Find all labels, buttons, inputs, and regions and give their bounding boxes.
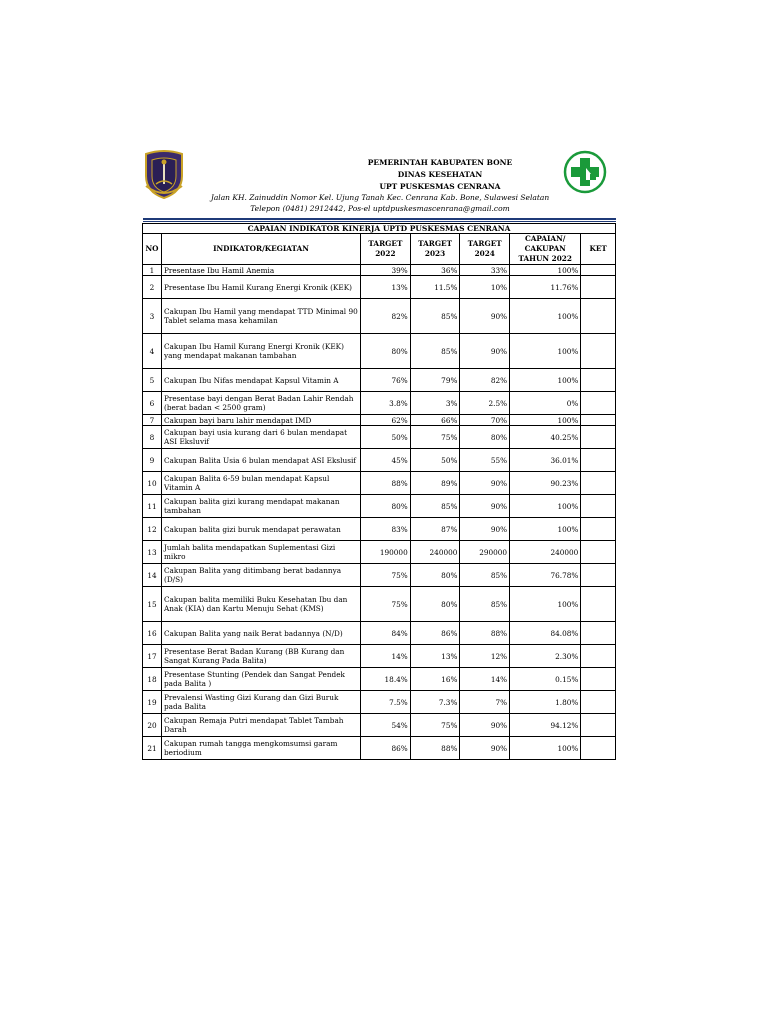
row-number: 19 <box>143 691 162 714</box>
table-row <box>143 276 616 299</box>
table-row <box>143 426 616 449</box>
row-target-2024: 290000 <box>460 541 510 564</box>
row-number: 8 <box>143 426 162 449</box>
row-target-2022: 62% <box>361 415 411 426</box>
row-target-2022: 86% <box>361 737 411 760</box>
row-target-2023: 3% <box>410 392 460 415</box>
row-target-2024: 88% <box>460 622 510 645</box>
table-row <box>143 369 616 392</box>
row-target-2022: 50% <box>361 426 411 449</box>
row-number: 9 <box>143 449 162 472</box>
row-target-2023: 89% <box>410 472 460 495</box>
row-target-2023: 79% <box>410 369 460 392</box>
row-ket <box>581 415 616 426</box>
gov-name: PEMERINTAH KABUPATEN BONE <box>367 158 513 167</box>
row-indicator: Cakupan Ibu Hamil yang mendapat TTD Minimal 90 Tablet selama masa kehamilan <box>161 299 360 334</box>
row-indicator: Presentase Ibu Hamil Anemia <box>161 265 360 276</box>
row-indicator: Presentase Ibu Hamil Kurang Energi Kronik (KEK) <box>161 276 360 299</box>
row-target-2024: 85% <box>460 587 510 622</box>
row-target-2022: 13% <box>361 276 411 299</box>
row-capaian: 90.23% <box>510 472 581 495</box>
row-indicator: Cakupan balita memiliki Buku Kesehatan Ibu dan Anak (KIA) dan Kartu Menuju Sehat (KMS) <box>161 587 360 622</box>
row-ket <box>581 299 616 334</box>
row-target-2023: 88% <box>410 737 460 760</box>
row-target-2022: 7.5% <box>361 691 411 714</box>
table-row <box>143 472 616 495</box>
row-number: 4 <box>143 334 162 369</box>
row-ket <box>581 564 616 587</box>
col-header-indikator: INDIKATOR/KEGIATAN <box>161 234 360 265</box>
table-row <box>143 622 616 645</box>
row-ket <box>581 668 616 691</box>
row-target-2024: 90% <box>460 472 510 495</box>
col-header-no: NO <box>143 234 162 265</box>
row-capaian: 11.76% <box>510 276 581 299</box>
row-target-2023: 80% <box>410 564 460 587</box>
row-indicator: Cakupan Ibu Hamil Kurang Energi Kronik (KEK) yang mendapat makanan tambahan <box>161 334 360 369</box>
row-number: 20 <box>143 714 162 737</box>
row-indicator: Presentase Berat Badan Kurang (BB Kurang dan Sangat Kurang Pada Balita) <box>161 645 360 668</box>
row-ket <box>581 518 616 541</box>
row-ket <box>581 449 616 472</box>
row-target-2022: 88% <box>361 472 411 495</box>
row-target-2024: 12% <box>460 645 510 668</box>
table-body <box>143 265 616 760</box>
department-name: DINAS KESEHATAN <box>397 170 483 179</box>
header-rule-thick <box>143 218 616 220</box>
row-target-2024: 55% <box>460 449 510 472</box>
row-number: 6 <box>143 392 162 415</box>
table-row <box>143 587 616 622</box>
row-target-2022: 76% <box>361 369 411 392</box>
row-ket <box>581 691 616 714</box>
row-number: 11 <box>143 495 162 518</box>
col-header-target-2022: TARGET 2022 <box>361 234 411 265</box>
row-target-2024: 90% <box>460 518 510 541</box>
row-ket <box>581 737 616 760</box>
table-row <box>143 495 616 518</box>
row-indicator: Cakupan Remaja Putri mendapat Tablet Tambah Darah <box>161 714 360 737</box>
row-target-2023: 75% <box>410 714 460 737</box>
row-indicator: Cakupan rumah tangga mengkomsumsi garam beriodium <box>161 737 360 760</box>
row-indicator: Jumlah balita mendapatkan Suplementasi Gizi mikro <box>161 541 360 564</box>
row-number: 21 <box>143 737 162 760</box>
row-target-2023: 85% <box>410 299 460 334</box>
table-row <box>143 668 616 691</box>
row-ket <box>581 265 616 276</box>
row-target-2024: 85% <box>460 564 510 587</box>
row-ket <box>581 472 616 495</box>
row-indicator: Cakupan bayi usia kurang dari 6 bulan mendapat ASI Eksluvif <box>161 426 360 449</box>
row-indicator: Cakupan Balita 6-59 bulan mendapat Kapsul Vitamin A <box>161 472 360 495</box>
table-title: CAPAIAN INDIKATOR KINERJA UPTD PUSKESMAS CENRANA <box>143 224 616 234</box>
performance-table <box>142 223 616 760</box>
row-ket <box>581 495 616 518</box>
table-row <box>143 518 616 541</box>
row-indicator: Cakupan bayi baru lahir mendapat IMD <box>161 415 360 426</box>
contact: Telepon (0481) 2912442, Pos-el uptdpuskesmascenrana@gmail.com <box>250 204 510 213</box>
row-target-2023: 85% <box>410 495 460 518</box>
col-header-ket: KET <box>581 234 616 265</box>
row-number: 5 <box>143 369 162 392</box>
table-row <box>143 541 616 564</box>
row-ket <box>581 541 616 564</box>
row-target-2022: 84% <box>361 622 411 645</box>
row-target-2024: 10% <box>460 276 510 299</box>
row-capaian: 2.30% <box>510 645 581 668</box>
row-capaian: 100% <box>510 587 581 622</box>
row-indicator: Cakupan Balita yang ditimbang berat badannya (D/S) <box>161 564 360 587</box>
row-target-2023: 13% <box>410 645 460 668</box>
row-number: 15 <box>143 587 162 622</box>
row-number: 17 <box>143 645 162 668</box>
header-rule-thin <box>143 221 616 222</box>
row-target-2022: 18.4% <box>361 668 411 691</box>
row-target-2024: 90% <box>460 737 510 760</box>
table-row <box>143 392 616 415</box>
row-number: 18 <box>143 668 162 691</box>
row-number: 16 <box>143 622 162 645</box>
row-number: 3 <box>143 299 162 334</box>
row-ket <box>581 369 616 392</box>
row-target-2024: 33% <box>460 265 510 276</box>
row-target-2024: 90% <box>460 299 510 334</box>
row-target-2022: 83% <box>361 518 411 541</box>
row-capaian: 100% <box>510 495 581 518</box>
table-row <box>143 645 616 668</box>
row-target-2024: 2.5% <box>460 392 510 415</box>
row-target-2024: 80% <box>460 426 510 449</box>
row-capaian: 76.78% <box>510 564 581 587</box>
row-indicator: Cakupan Ibu Nifas mendapat Kapsul Vitamin A <box>161 369 360 392</box>
table-row <box>143 415 616 426</box>
row-indicator: Prevalensi Wasting Gizi Kurang dan Gizi Buruk pada Balita <box>161 691 360 714</box>
table-row <box>143 714 616 737</box>
table-title-row <box>143 224 616 234</box>
row-target-2023: 80% <box>410 587 460 622</box>
row-target-2024: 70% <box>460 415 510 426</box>
row-target-2022: 75% <box>361 564 411 587</box>
row-target-2023: 87% <box>410 518 460 541</box>
row-capaian: 0% <box>510 392 581 415</box>
row-capaian: 1.80% <box>510 691 581 714</box>
row-number: 10 <box>143 472 162 495</box>
row-capaian: 84.08% <box>510 622 581 645</box>
row-ket <box>581 334 616 369</box>
row-ket <box>581 622 616 645</box>
row-target-2022: 75% <box>361 587 411 622</box>
row-ket <box>581 276 616 299</box>
row-capaian: 240000 <box>510 541 581 564</box>
row-ket <box>581 587 616 622</box>
table-header-row <box>143 234 616 265</box>
table-row <box>143 564 616 587</box>
letterhead <box>140 150 620 220</box>
row-number: 14 <box>143 564 162 587</box>
row-capaian: 100% <box>510 265 581 276</box>
row-indicator: Presentase bayi dengan Berat Badan Lahir Rendah (berat badan < 2500 gram) <box>161 392 360 415</box>
row-target-2024: 14% <box>460 668 510 691</box>
col-header-target-2023: TARGET 2023 <box>410 234 460 265</box>
row-ket <box>581 645 616 668</box>
row-target-2022: 45% <box>361 449 411 472</box>
row-number: 2 <box>143 276 162 299</box>
row-capaian: 100% <box>510 334 581 369</box>
row-capaian: 40.25% <box>510 426 581 449</box>
row-indicator: Cakupan balita gizi kurang mendapat makanan tambahan <box>161 495 360 518</box>
row-target-2023: 11.5% <box>410 276 460 299</box>
row-target-2022: 82% <box>361 299 411 334</box>
row-indicator: Cakupan balita gizi buruk mendapat perawatan <box>161 518 360 541</box>
row-target-2023: 36% <box>410 265 460 276</box>
row-target-2024: 90% <box>460 334 510 369</box>
table-row <box>143 265 616 276</box>
row-capaian: 0.15% <box>510 668 581 691</box>
col-header-capaian: CAPAIAN/ CAKUPAN TAHUN 2022 <box>510 234 581 265</box>
row-capaian: 100% <box>510 518 581 541</box>
row-number: 12 <box>143 518 162 541</box>
row-capaian: 36.01% <box>510 449 581 472</box>
row-indicator: Presentase Stunting (Pendek dan Sangat Pendek pada Balita ) <box>161 668 360 691</box>
row-number: 7 <box>143 415 162 426</box>
row-target-2022: 54% <box>361 714 411 737</box>
row-target-2022: 190000 <box>361 541 411 564</box>
unit-name: UPT PUSKESMAS CENRANA <box>379 182 501 191</box>
row-capaian: 94.12% <box>510 714 581 737</box>
table-row <box>143 449 616 472</box>
row-target-2023: 16% <box>410 668 460 691</box>
row-indicator: Cakupan Balita Usia 6 bulan mendapat ASI Ekslusif <box>161 449 360 472</box>
table-row <box>143 691 616 714</box>
row-target-2023: 86% <box>410 622 460 645</box>
row-capaian: 100% <box>510 415 581 426</box>
row-target-2022: 14% <box>361 645 411 668</box>
row-target-2023: 7.3% <box>410 691 460 714</box>
table-row <box>143 737 616 760</box>
row-indicator: Cakupan Balita yang naik Berat badannya (N/D) <box>161 622 360 645</box>
row-number: 13 <box>143 541 162 564</box>
puskesmas-logo-icon <box>560 150 610 194</box>
row-ket <box>581 714 616 737</box>
row-ket <box>581 392 616 415</box>
row-target-2022: 39% <box>361 265 411 276</box>
row-capaian: 100% <box>510 299 581 334</box>
table-row <box>143 334 616 369</box>
row-target-2022: 80% <box>361 334 411 369</box>
row-ket <box>581 426 616 449</box>
row-target-2023: 85% <box>410 334 460 369</box>
row-capaian: 100% <box>510 737 581 760</box>
row-number: 1 <box>143 265 162 276</box>
row-target-2023: 50% <box>410 449 460 472</box>
row-target-2024: 82% <box>460 369 510 392</box>
row-target-2023: 66% <box>410 415 460 426</box>
row-target-2024: 7% <box>460 691 510 714</box>
col-header-target-2024: TARGET 2024 <box>460 234 510 265</box>
row-target-2022: 80% <box>361 495 411 518</box>
row-target-2022: 3.8% <box>361 392 411 415</box>
row-target-2023: 75% <box>410 426 460 449</box>
row-target-2023: 240000 <box>410 541 460 564</box>
row-target-2024: 90% <box>460 714 510 737</box>
row-capaian: 100% <box>510 369 581 392</box>
row-target-2024: 90% <box>460 495 510 518</box>
address: Jalan KH. Zainuddin Nomor Kel. Ujung Tanah Kec. Cenrana Kab. Bone, Sulawesi Selatan <box>210 193 550 202</box>
table-row <box>143 299 616 334</box>
